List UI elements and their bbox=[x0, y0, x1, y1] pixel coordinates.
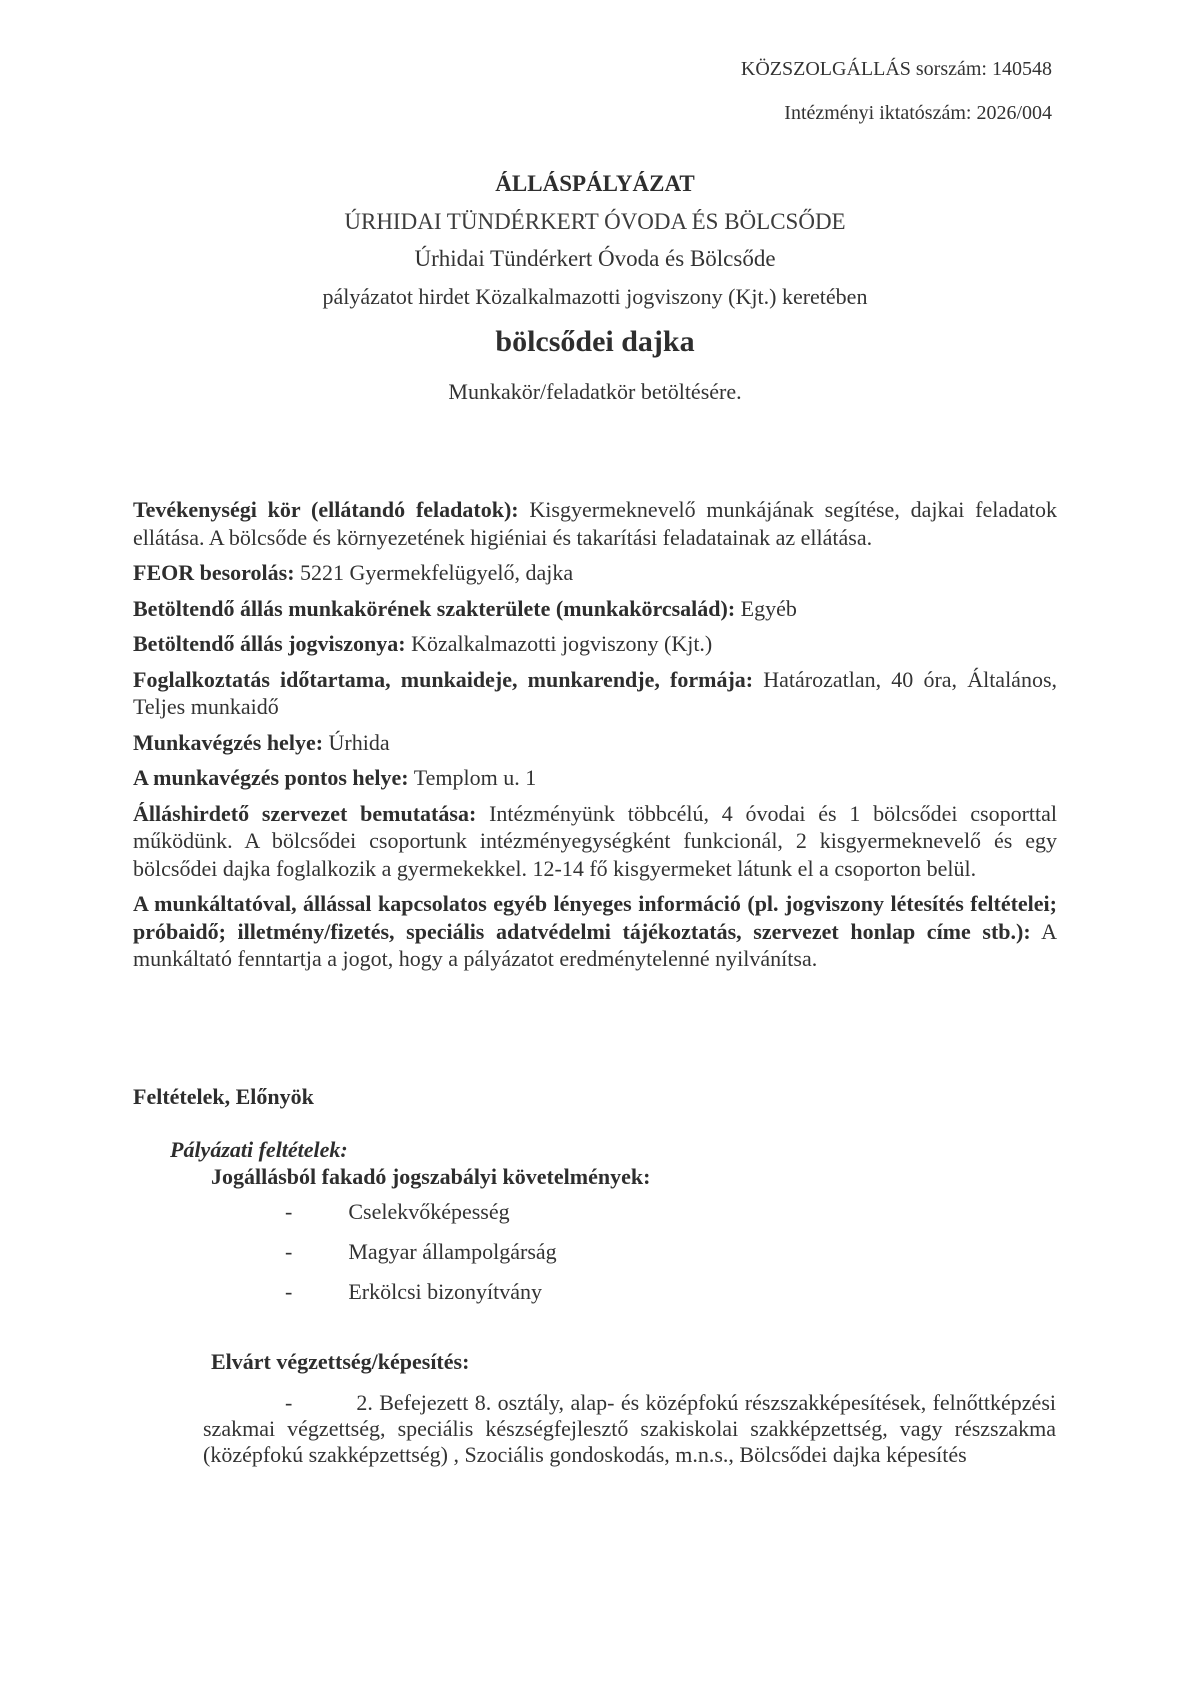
announcement-line: pályázatot hirdet Közalkalmazotti jogviszony (Kjt.) keretében bbox=[322, 284, 868, 309]
details-section bbox=[133, 496, 1057, 981]
detail-value: Kisgyermeknevelő munkájának segítése, dajkai feladatok ellátása. A bölcsőde és környezetének higiéniai és takarítási feladatainak az ellátása. bbox=[133, 497, 1057, 550]
detail-value: 5221 Gyermekfelügyelő, dajka bbox=[300, 560, 574, 585]
detail-value: Egyéb bbox=[740, 595, 797, 621]
qualification-title: Elvárt végzettség/képesítés: bbox=[211, 1349, 470, 1374]
detail-value: Úrhida bbox=[328, 729, 390, 755]
serial-number-line: KÖZSZOLGÁLLÁS sorszám: 140548 bbox=[740, 58, 1052, 80]
detail-label: Álláshirdető szervezet bemutatása: bbox=[133, 800, 477, 826]
qualification-text: 2. Befejezett 8. osztály, alap- és középfokú részszakképesítések, felnőttképzési szakmai végzettség, speciális készségfejlesztő szakiskolai szakképzettség, vagy részszakma (középfokú szakképzettség) , Szociális gondoskodás, m.n.s., Bölcsődei dajka képesítés bbox=[203, 1390, 1056, 1467]
legal-requirements-title: Jogállásból fakadó jogszabályi követelmények: bbox=[211, 1164, 651, 1189]
dash-bullet: - bbox=[285, 1239, 293, 1264]
organization-name: Úrhidai Tündérkert Óvoda és Bölcsőde bbox=[414, 246, 776, 271]
dash-bullet: - bbox=[285, 1199, 293, 1224]
detail-label: Foglalkoztatás időtartama, munkaideje, munkarendje, formája: bbox=[133, 666, 754, 692]
requirement-item bbox=[133, 1238, 1057, 1265]
detail-feor bbox=[133, 559, 1057, 587]
job-ad-heading: ÁLLÁSPÁLYÁZAT bbox=[495, 171, 695, 196]
detail-label: FEOR besorolás: bbox=[133, 560, 295, 585]
detail-work-location bbox=[133, 729, 1057, 757]
detail-value: Határozatlan, 40 óra, Általános, Teljes munkaidő bbox=[133, 666, 1058, 719]
dash-bullet: - bbox=[285, 1390, 293, 1415]
detail-legal-relation bbox=[133, 630, 1057, 658]
requirement-text: Cselekvőképesség bbox=[348, 1199, 510, 1224]
detail-label: Tevékenységi kör (ellátandó feladatok): bbox=[133, 497, 519, 522]
dash-bullet: - bbox=[285, 1279, 293, 1304]
organization-name-caps: ÚRHIDAI TÜNDÉRKERT ÓVODA ÉS BÖLCSŐDE bbox=[344, 209, 846, 234]
requirement-text: Erkölcsi bizonyítvány bbox=[348, 1279, 543, 1304]
position-title: bölcsődei dajka bbox=[495, 325, 695, 358]
detail-label: Betöltendő állás munkakörének szakterülete (munkakörcsalád): bbox=[133, 595, 736, 621]
detail-exact-location bbox=[133, 764, 1057, 792]
detail-label: Betöltendő állás jogviszonya: bbox=[133, 631, 406, 656]
detail-employment-terms bbox=[133, 666, 1057, 721]
conditions-heading: Feltételek, Előnyök bbox=[133, 1084, 314, 1109]
detail-specialization bbox=[133, 595, 1057, 623]
title-block bbox=[0, 170, 1190, 405]
requirement-item bbox=[133, 1198, 1057, 1225]
legal-requirements-list bbox=[133, 1198, 1057, 1318]
detail-label: A munkavégzés pontos helye: bbox=[133, 765, 409, 790]
requirement-item bbox=[133, 1278, 1057, 1305]
detail-value: Intézményünk többcélú, 4 óvodai és 1 bölcsődei csoporttal működünk. A bölcsődei csoportunk intézményegységként funkcionál, 2 kisgyermeknevelő és egy bölcsődei dajka foglalkozik a gyermekekkel. 12-14 fő kisgyermeket látunk el a csoporton belül. bbox=[133, 800, 1057, 881]
registry-number-line: Intézményi iktatószám: 2026/004 bbox=[784, 102, 1052, 124]
detail-label: Munkavégzés helye: bbox=[133, 729, 324, 755]
detail-label: A munkáltatóval, állással kapcsolatos egyéb lényeges információ (pl. jogviszony létesítés feltételei; próbaidő; illetmény/fizetés, speciális adatvédelmi tájékoztatás, szervezet honlap címe stb.): bbox=[133, 891, 1057, 944]
header-meta bbox=[741, 56, 1052, 126]
detail-value: Közalkalmazotti jogviszony (Kjt.) bbox=[411, 631, 713, 656]
position-subtitle: Munkakör/feladatkör betöltésére. bbox=[448, 379, 742, 404]
detail-value: A munkáltató fenntartja a jogot, hogy a pályázatot eredménytelenné nyilvánítsa. bbox=[133, 918, 1057, 971]
conditions-subheading: Pályázati feltételek: bbox=[170, 1137, 348, 1162]
requirement-text: Magyar állampolgárság bbox=[348, 1239, 557, 1264]
detail-organization-intro bbox=[133, 800, 1057, 883]
qualification-item bbox=[203, 1390, 1056, 1468]
detail-value: Templom u. 1 bbox=[413, 765, 537, 790]
detail-other-info bbox=[133, 890, 1057, 973]
detail-activity bbox=[133, 496, 1057, 551]
